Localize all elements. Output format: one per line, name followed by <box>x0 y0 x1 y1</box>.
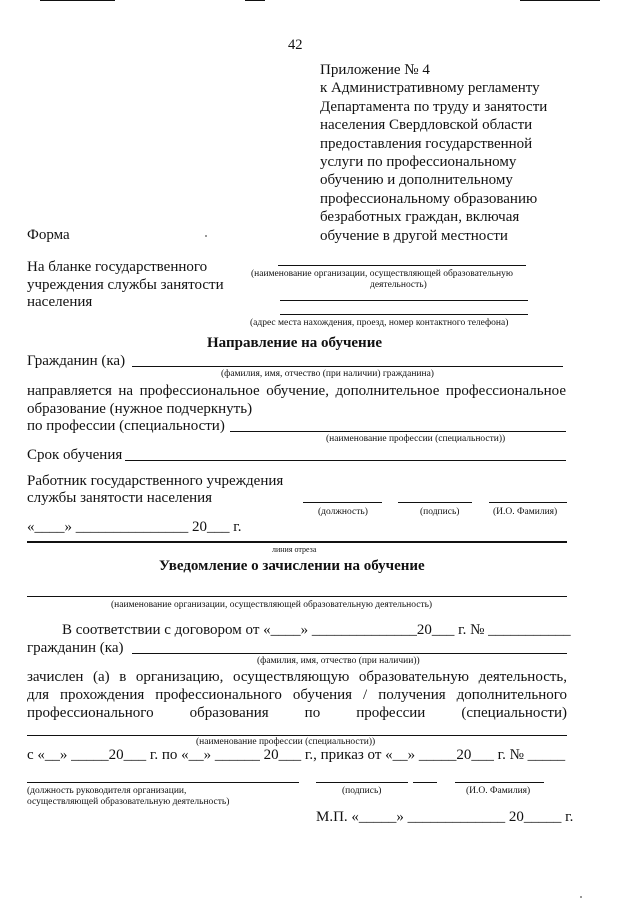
direction-text-line: образование (нужное подчеркнуть) <box>27 401 253 417</box>
head-signature-line <box>316 782 408 783</box>
citizen-name-line <box>132 366 563 367</box>
appendix-line: обучению и дополнительному <box>320 172 513 189</box>
enrolled-word: (специальности) <box>461 705 567 721</box>
name-caption: (И.О. Фамилия) <box>493 507 558 517</box>
direction-date: «____» _______________ 20___ г. <box>27 519 242 535</box>
head-caption-cont: осуществляющей образовательную деятельность) <box>27 797 230 807</box>
appendix-line: к Административному регламенту <box>320 80 540 97</box>
head-name-caption: (И.О. Фамилия) <box>466 786 531 796</box>
cut-line <box>27 541 567 543</box>
org-caption-cont: деятельность) <box>370 280 427 290</box>
enrolled-text-line-3 <box>27 704 567 722</box>
top-edge-line <box>520 0 600 1</box>
head-sign-caption: (подпись) <box>342 786 382 796</box>
letterhead-line: учреждения службы занятости <box>27 276 224 293</box>
stamp-date: М.П. «_____» _____________ 20_____ г. <box>316 809 574 825</box>
head-position-line <box>27 782 299 783</box>
scan-speck <box>580 896 582 898</box>
letterhead-line: населения <box>27 294 93 310</box>
profession-label: по профессии (специальности) <box>27 418 225 434</box>
scan-speck <box>205 235 207 237</box>
dates-text: с «__» _____20___ г. по «__» ______ 20___ г., приказ от «__» _____20___ г. № _____ <box>27 747 566 763</box>
profession-line <box>230 431 566 432</box>
letterhead-line: На бланке государственного <box>27 259 208 275</box>
form-label: Форма <box>27 227 70 243</box>
appendix-line: населения Свердловской области <box>320 117 533 134</box>
appendix-line: обучение в другой местности <box>320 227 508 244</box>
contract-text: В соответствии с договором от «____» ______________20___ г. № ___________ <box>62 622 571 638</box>
appendix-line: Департамента по труду и занятости <box>320 98 548 115</box>
appendix-line: предоставления государственной <box>320 135 533 152</box>
appendix-line: Приложение № 4 <box>320 62 430 78</box>
address-caption: (адрес места нахождения, проезд, номер контактного телефона) <box>250 318 509 328</box>
term-label: Срок обучения <box>27 447 123 463</box>
head-name-line <box>455 782 544 783</box>
notice-citizen-line <box>132 653 567 654</box>
notice-citizen-label: гражданин (ка) <box>27 640 124 656</box>
enrolled-text-line: для прохождения профессионального обучения / получения дополнительного <box>27 687 567 703</box>
appendix-block <box>320 61 547 245</box>
enrolled-word: образования <box>189 705 269 721</box>
address-line-1 <box>280 300 528 301</box>
notice-org-line <box>27 596 567 597</box>
org-name-line <box>278 265 526 266</box>
address-line-2 <box>280 314 528 315</box>
signature-caption: (подпись) <box>420 507 460 517</box>
notice-title: Уведомление о зачислении на обучение <box>159 558 425 574</box>
direction-text-line: направляется на профессиональное обучение, дополнительное профессиональное <box>27 383 566 399</box>
profession-caption: (наименование профессии (специальности)) <box>326 434 506 444</box>
top-edge-line <box>40 0 115 1</box>
position-caption: (должность) <box>318 507 368 517</box>
citizen-label: Гражданин (ка) <box>27 353 126 369</box>
letterhead-block <box>27 258 224 311</box>
appendix-line: профессиональному образованию <box>320 190 538 207</box>
appendix-line: безработных граждан, включая <box>320 209 520 226</box>
head-caption: (должность руководителя организации, <box>27 786 187 796</box>
signature-line <box>398 502 472 503</box>
top-edge-line <box>245 0 265 1</box>
notice-profession-line <box>27 735 567 736</box>
worker-label: Работник государственного учреждения <box>27 473 284 489</box>
enrolled-word: по <box>304 705 321 721</box>
worker-label: службы занятости населения <box>27 490 213 506</box>
notice-org-caption: (наименование организации, осуществляющей образовательную деятельность) <box>111 600 433 610</box>
org-caption: (наименование организации, осуществляющей образовательную <box>251 269 513 279</box>
cut-line-label: линия отреза <box>272 545 317 554</box>
citizen-caption: (фамилия, имя, отчество (при наличии) гражданина) <box>221 369 434 379</box>
notice-profession-caption: (наименование профессии (специальности)) <box>196 737 376 747</box>
enrolled-word: профессионального <box>27 705 154 721</box>
position-sign-line <box>303 502 382 503</box>
term-line <box>125 460 566 461</box>
enrolled-text-line: зачислен (а) в организацию, осуществляющую образовательную деятельность, <box>27 669 567 685</box>
appendix-line: услуги по профессиональному <box>320 153 517 170</box>
direction-title: Направление на обучение <box>207 335 383 351</box>
page-number: 42 <box>288 37 303 53</box>
notice-citizen-caption: (фамилия, имя, отчество (при наличии)) <box>257 656 420 666</box>
name-sign-line <box>489 502 567 503</box>
enrolled-word: профессии <box>356 705 426 721</box>
head-signature-line-ext <box>413 782 437 783</box>
